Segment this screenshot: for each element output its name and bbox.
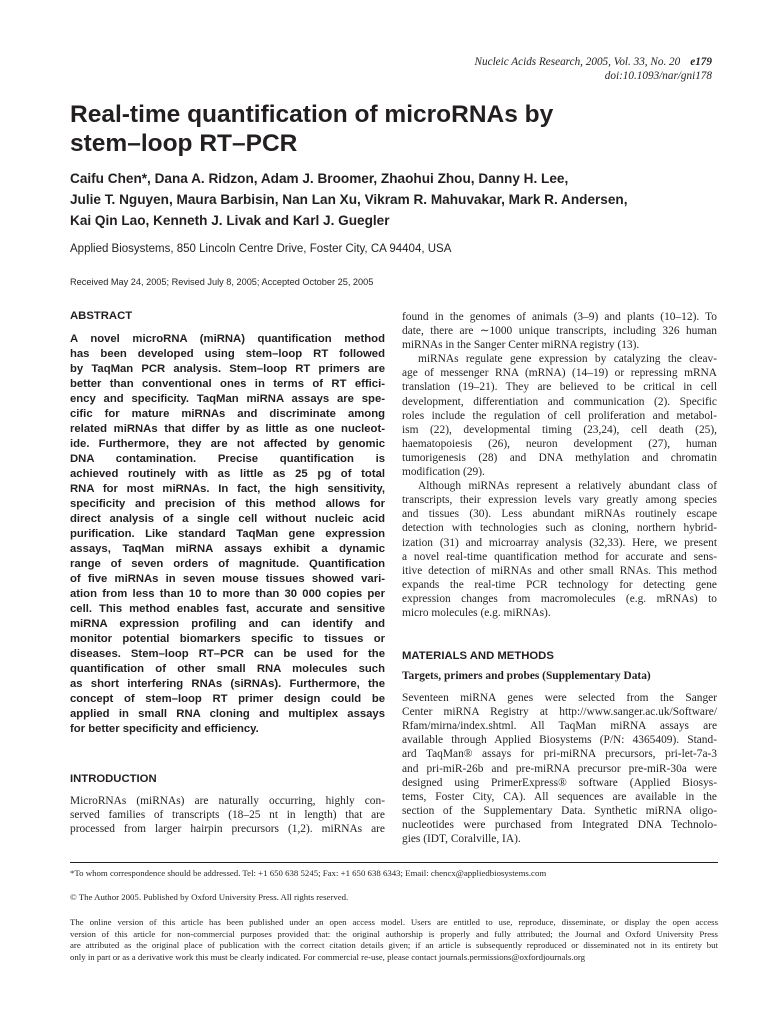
affiliation: Applied Biosystems, 850 Lincoln Centre Drive, Foster City, CA 94404, USA xyxy=(70,243,452,255)
abstract-line: miRNA expression profiling and can identify and xyxy=(70,618,385,630)
abstract-line: A novel microRNA (miRNA) quantification method xyxy=(70,333,385,345)
journal-citation: Nucleic Acids Research, 2005, Vol. 33, No. 20 xyxy=(474,56,681,68)
text-line: a novel real-time quantification method for accurate and sens- xyxy=(402,550,717,563)
abstract-line: range of seven orders of magnitude. Quantification xyxy=(70,558,385,570)
abstract-line: cell. This method enables fast, accurate and sensitive xyxy=(70,603,385,615)
abstract-body xyxy=(70,332,385,737)
abstract-heading: ABSTRACT xyxy=(70,310,133,322)
introduction-heading: INTRODUCTION xyxy=(70,773,157,785)
abstract-line: quantification of other small RNA molecules such xyxy=(70,663,385,675)
introduction-paragraph xyxy=(70,794,385,836)
abstract-line: ation from less than 10 to more than 30 000 copies per xyxy=(70,588,385,600)
text-line: age of messenger RNA (mRNA) (14–19) or repressing mRNA xyxy=(402,367,717,380)
right-column xyxy=(402,310,717,846)
author-line: Julie T. Nguyen, Maura Barbisin, Nan Lan Xu, Vikram R. Mahuvakar, Mark R. Andersen, xyxy=(70,192,628,207)
methods-subheading: Targets, primers and probes (Supplementary Data) xyxy=(402,670,651,683)
abstract-line: of five miRNAs in seven mouse tissues showed vari- xyxy=(70,573,385,585)
text-line: tumorigenesis (28) and DNA methylation and chromatin xyxy=(402,451,717,464)
text-line: section of the Supplementary Data. Synthetic miRNA oligo- xyxy=(402,804,717,817)
text-line: available through Applied Biosystems (P/N: 4365409). Stand- xyxy=(402,734,717,747)
text-line: modification (29). xyxy=(402,466,485,479)
received-dates: Received May 24, 2005; Revised July 8, 2005; Accepted October 25, 2005 xyxy=(70,277,374,287)
text-line: roles include the regulation of cell proliferation and metabol- xyxy=(402,409,717,422)
intro-paragraph-2 xyxy=(402,352,717,479)
text-line: micro molecules (e.g. miRNAs). xyxy=(402,606,551,619)
footer-divider xyxy=(70,862,718,863)
abstract-line: as short interfering RNAs (siRNAs). Furthermore, the xyxy=(70,678,385,690)
text-line: MicroRNAs (miRNAs) are naturally occurring, highly con- xyxy=(70,795,385,807)
text-line: and tissues (30). Less abundant miRNAs routinely escape xyxy=(402,508,717,521)
abstract-line: concept of stem–loop RT primer design could be xyxy=(70,693,385,705)
text-line: miRNAs in the Sanger Center miRNA registry (13). xyxy=(402,339,640,352)
text-line: date, there are ∼1000 unique transcripts, including 326 human xyxy=(402,325,717,338)
abstract-line: applied in small RNA cloning and multiplex assays xyxy=(70,708,385,720)
license-notice xyxy=(70,917,718,963)
license-line: only in part or as a derivative work this must be clearly indicated. For commercial re-use, please contact journals.permissions@oxfordjournals.org xyxy=(70,951,586,962)
abstract-line: related miRNAs that differ by as little as one nucleot- xyxy=(70,423,385,435)
abstract-line: DNA contamination. Precise quantification is xyxy=(70,453,385,465)
abstract-line: ency and specificity. TaqMan miRNA assays are spe- xyxy=(70,393,385,405)
text-line: translation (19–21). They are believed to be critical in cell xyxy=(402,381,717,394)
abstract-line: direct analysis of a single cell without nucleic acid xyxy=(70,513,385,525)
abstract-line: purification. Like standard TaqMan gene expression xyxy=(70,528,385,540)
text-line: served families of transcripts (18–25 nt in length) that are xyxy=(70,809,385,822)
methods-heading: MATERIALS AND METHODS xyxy=(402,650,554,663)
text-line: Rfam/mirna/index.shtml. All TaqMan miRNA assays are xyxy=(402,720,717,733)
license-line: The online version of this article has been published under an open access model. Users are entitled to use, reproduce, disseminate, or display the open access xyxy=(70,917,718,927)
text-line: and pri-miR-26b and pre-miRNA precursor pre-miR-30a were xyxy=(402,762,717,775)
text-line: nucleotides were purchased from Integrated DNA Technolo- xyxy=(402,818,717,831)
abstract-line: achieved routinely with as little as 25 pg of total xyxy=(70,468,385,480)
text-line: ization (31) and microarray analysis (32,33). Here, we present xyxy=(402,536,717,549)
abstract-line: specificity and precision of this method allows for xyxy=(70,498,385,510)
text-line: gies (IDT, Coralville, IA). xyxy=(402,833,521,845)
paper-title xyxy=(70,100,700,158)
abstract-line: ide. Furthermore, they are not affected by genomic xyxy=(70,438,385,450)
text-line: tems, Foster City, CA). All sequences are available in the xyxy=(402,790,717,803)
abstract-line: for better specificity and efficiency. xyxy=(70,723,259,735)
abstract-line: assays, TaqMan miRNA assays exhibit a dynamic xyxy=(70,543,385,555)
text-line: expands the real-time PCR technology for detecting gene xyxy=(402,578,717,591)
abstract-line: diseases. Stem–loop RT–PCR can be used for the xyxy=(70,648,385,660)
text-line: Center miRNA Registry at http://www.sanger.ac.uk/Software/ xyxy=(402,706,717,719)
correspondence-note: *To whom correspondence should be addressed. Tel: +1 650 638 5245; Fax: +1 650 638 6343; Email: chencx@appliedbiosystems.com xyxy=(70,868,547,878)
text-line: processed from larger hairpin precursors (1,2). miRNAs are xyxy=(70,823,385,836)
author-line: Caifu Chen*, Dana A. Ridzon, Adam J. Broomer, Zhaohui Zhou, Danny H. Lee, xyxy=(70,171,569,186)
journal-citation-row xyxy=(475,55,712,69)
abstract-line: has been developed using stem–loop RT followed xyxy=(70,348,385,360)
journal-header xyxy=(475,55,712,83)
methods-paragraph xyxy=(402,691,717,846)
text-line: transcripts, their expression levels vary greatly among species xyxy=(402,494,717,507)
intro-paragraph-3 xyxy=(402,479,717,620)
abstract-line: better than conventional ones in terms of RT effici- xyxy=(70,378,385,390)
author-line: Kai Qin Lao, Kenneth J. Livak and Karl J. Guegler xyxy=(70,213,390,228)
intro-paragraph-1 xyxy=(402,310,717,352)
copyright-notice: © The Author 2005. Published by Oxford University Press. All rights reserved. xyxy=(70,892,349,902)
text-line: haematopoiesis (26), neuron development (27), human xyxy=(402,437,717,450)
license-line: version of this article for non-commercial purposes provided that: the original authorship is properly and fully attributed; the Journal and Oxford University Press xyxy=(70,928,718,939)
doi: doi:10.1093/nar/gni178 xyxy=(604,70,712,82)
abstract-line: RNA for most miRNAs. In fact, the high sensitivity, xyxy=(70,483,385,495)
text-line: found in the genomes of animals (3–9) and plants (10–12). To xyxy=(402,311,717,323)
abstract-line: monitor potential biomarkers specific to tissues or xyxy=(70,633,385,645)
abstract-line: cific for mature miRNAs and discriminate among xyxy=(70,408,385,420)
text-line: development, differentiation and communication (2). Specific xyxy=(402,395,717,408)
left-column xyxy=(70,310,385,836)
text-line: detection with technologies such as cloning, northern hybrid- xyxy=(402,522,717,535)
article-id: e179 xyxy=(690,56,712,68)
text-line: Seventeen miRNA genes were selected from the Sanger xyxy=(402,692,717,705)
text-line: Although miRNAs represent a relatively abundant class of xyxy=(418,480,717,493)
author-list xyxy=(70,168,720,231)
abstract-line: by TaqMan PCR analysis. Stem–loop RT primers are xyxy=(70,363,385,375)
text-line: expression changes from macromolecules (e.g. mRNAs) to xyxy=(402,592,717,605)
text-line: ism (22), developmental timing (23,24), cell death (25), xyxy=(402,423,717,436)
text-line: miRNAs regulate gene expression by catalyzing the cleav- xyxy=(418,353,717,366)
license-line: are attributed as the original place of publication with the correct citation details given; if an article is subsequently reproduced or disseminated not in its entirety but xyxy=(70,940,718,951)
text-line: ard TaqMan® assays for pri-miRNA precursors, pri-let-7a-3 xyxy=(402,748,717,761)
text-line: itive detection of miRNAs and other small RNAs. This method xyxy=(402,564,717,577)
text-line: designed using PrimerExpress® software (Applied Biosys- xyxy=(402,776,717,789)
title-line: Real-time quantification of microRNAs by xyxy=(70,101,554,128)
title-line: stem–loop RT–PCR xyxy=(70,130,298,157)
